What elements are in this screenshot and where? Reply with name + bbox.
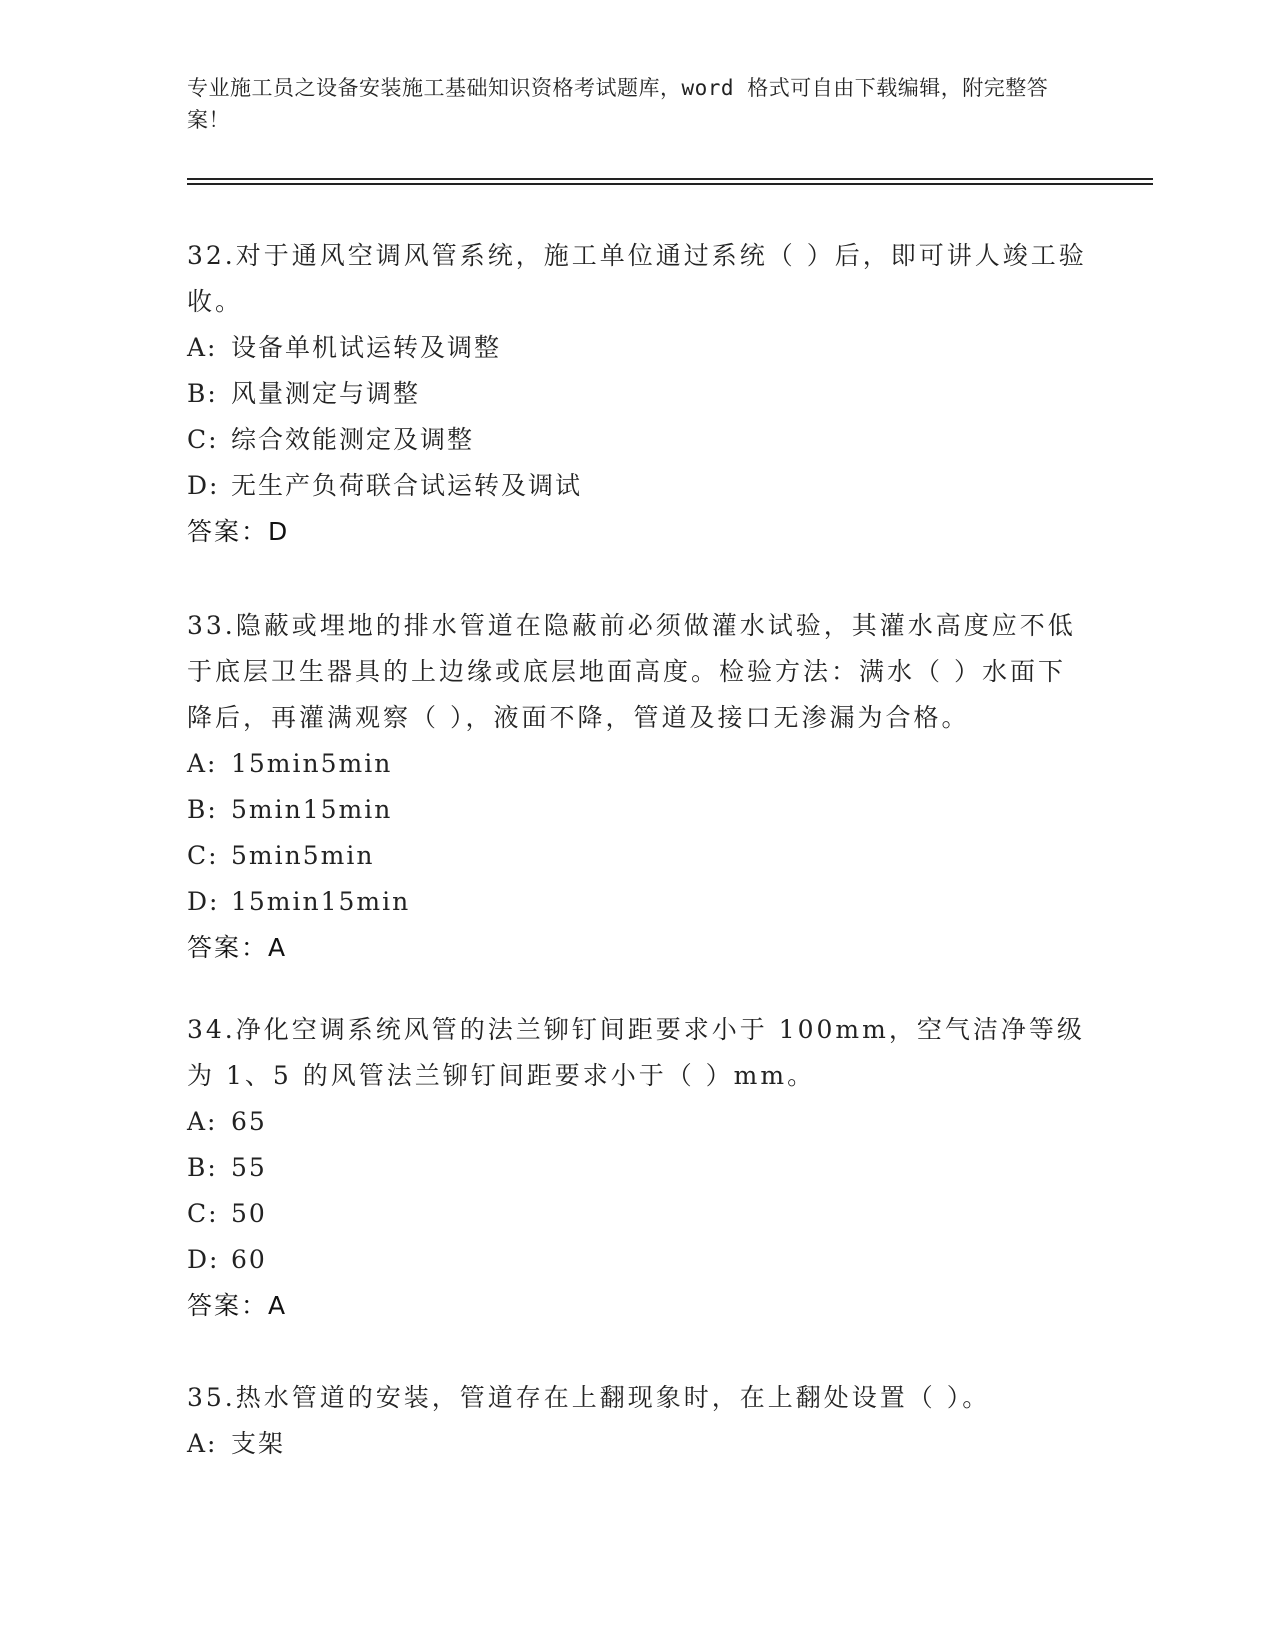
option-text: 65	[231, 1107, 267, 1136]
option-text: 55	[231, 1153, 267, 1182]
option-letter: D:	[187, 471, 220, 500]
option-text: 5min5min	[231, 841, 375, 870]
question-33	[187, 603, 1087, 971]
option-letter: A:	[187, 1107, 218, 1136]
document-header: 专业施工员之设备安装施工基础知识资格考试题库，word 格式可自由下载编辑，附完整答案！	[187, 76, 1049, 132]
option-b	[187, 371, 1087, 417]
option-c	[187, 1191, 1087, 1237]
option-text: 设备单机试运转及调整	[231, 333, 502, 362]
option-letter: D:	[187, 887, 220, 916]
option-text: 风量测定与调整	[231, 379, 421, 408]
question-32	[187, 233, 1087, 555]
option-d	[187, 879, 1087, 925]
option-b	[187, 1145, 1087, 1191]
answer-line: 答案：A	[187, 1291, 288, 1320]
option-letter: C:	[187, 1199, 219, 1228]
option-d	[187, 1237, 1087, 1283]
option-letter: C:	[187, 841, 219, 870]
option-letter: B:	[187, 795, 218, 824]
option-a	[187, 741, 1087, 787]
option-text: 无生产负荷联合试运转及调试	[231, 471, 583, 500]
question-stem: 33.隐蔽或埋地的排水管道在隐蔽前必须做灌水试验，其灌水高度应不低于底层卫生器具的上边缘或底层地面高度。检验方法：满水（ ）水面下降后，再灌满观察（ ），液面不降，管道及接口无渗漏为合格。	[187, 611, 1076, 732]
question-stem: 35.热水管道的安装，管道存在上翻现象时，在上翻处设置（ ）。	[187, 1383, 991, 1412]
option-a	[187, 325, 1087, 371]
option-a	[187, 1099, 1087, 1145]
question-35	[187, 1375, 1087, 1467]
option-letter: D:	[187, 1245, 220, 1274]
option-letter: B:	[187, 379, 218, 408]
option-a	[187, 1421, 1087, 1467]
option-text: 50	[231, 1199, 267, 1228]
header-divider-bottom	[187, 183, 1153, 185]
option-b	[187, 787, 1087, 833]
question-34	[187, 1007, 1087, 1329]
option-c	[187, 417, 1087, 463]
header-divider-top	[187, 178, 1153, 180]
option-letter: B:	[187, 1153, 218, 1182]
option-text: 15min5min	[231, 749, 393, 778]
answer-line: 答案：D	[187, 517, 290, 546]
option-c	[187, 833, 1087, 879]
option-d	[187, 463, 1087, 509]
option-text: 60	[231, 1245, 267, 1274]
question-stem: 34.净化空调系统风管的法兰铆钉间距要求小于 100mm，空气洁净等级为 1、5 的风管法兰铆钉间距要求小于（ ）mm。	[187, 1015, 1085, 1090]
option-text: 支架	[231, 1429, 286, 1458]
answer-line: 答案：A	[187, 933, 288, 962]
option-text: 5min15min	[231, 795, 393, 824]
option-text: 综合效能测定及调整	[231, 425, 475, 454]
option-letter: C:	[187, 425, 219, 454]
option-text: 15min15min	[231, 887, 411, 916]
option-letter: A:	[187, 1429, 218, 1458]
option-letter: A:	[187, 749, 218, 778]
option-letter: A:	[187, 333, 218, 362]
question-stem: 32.对于通风空调风管系统，施工单位通过系统（ ）后，即可讲人竣工验收。	[187, 241, 1087, 316]
